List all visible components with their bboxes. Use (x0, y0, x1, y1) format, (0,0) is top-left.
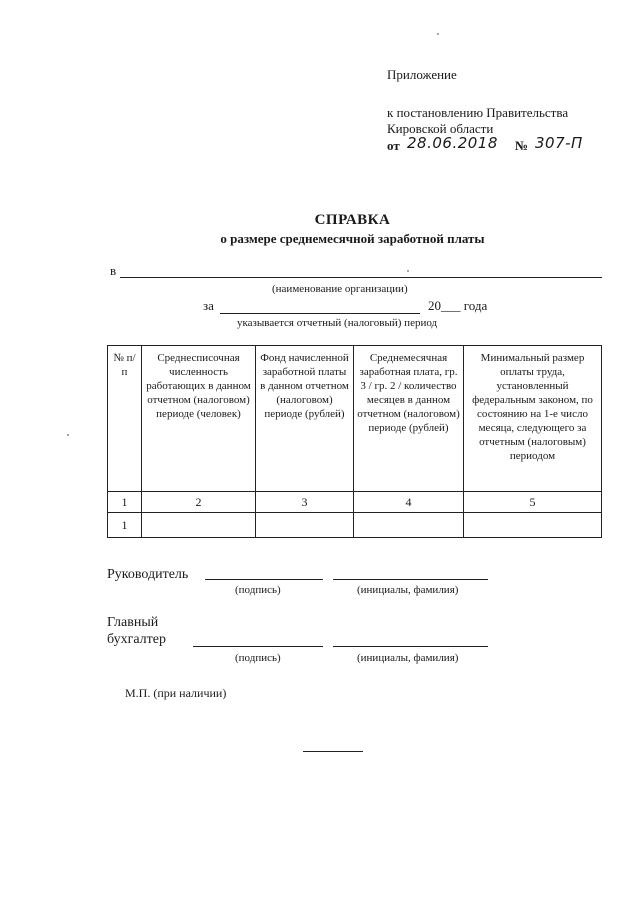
head-signature-line[interactable] (205, 579, 323, 580)
table-row (108, 513, 602, 538)
column-number-cell: 1 (108, 492, 142, 513)
table-column-numbers-row (108, 492, 602, 513)
period-caption: указывается отчетный (налоговый) период (237, 317, 438, 329)
table-header-row (108, 346, 602, 492)
head-label: Руководитель (107, 567, 189, 582)
table-cell-average-salary[interactable] (354, 513, 464, 538)
column-number-cell: 5 (464, 492, 602, 513)
scan-speck (407, 270, 409, 272)
period-prefix: за (203, 298, 214, 313)
accountant-label-line-2: бухгалтер (107, 632, 166, 647)
org-name-line[interactable] (120, 277, 602, 278)
document-title: СПРАВКА (314, 212, 391, 228)
head-name-line[interactable] (333, 579, 488, 580)
header-cell-number: № п/п (108, 346, 142, 492)
scan-speck (67, 434, 69, 436)
scan-speck (437, 33, 439, 35)
appendix-line-2: Кировской области (387, 121, 494, 136)
header-cell-minimum-wage: Минимальный размер оплаты труда, установленный федеральным законом, по состоянию на 1-е число месяца, следующего за отчетным (налоговым) периодом (464, 346, 602, 492)
column-number-cell: 4 (354, 492, 464, 513)
head-name-caption: (инициалы, фамилия) (357, 584, 459, 596)
appendix-label: Приложение (387, 67, 457, 82)
period-year: 20___ года (428, 298, 488, 313)
salary-table (107, 345, 602, 538)
appendix-date-prefix: от (387, 138, 400, 153)
table-cell-index: 1 (108, 513, 142, 538)
appendix-line-1: к постановлению Правительства (387, 105, 569, 120)
period-line[interactable] (220, 313, 420, 314)
end-rule (303, 751, 363, 752)
table-cell-headcount[interactable] (142, 513, 256, 538)
accountant-label-line-1: Главный (107, 615, 159, 630)
header-cell-average-salary: Среднемесячная заработная плата, гр. 3 / гр. 2 / количество месяцев в данном отчетном (налоговом) периоде (рублей) (354, 346, 464, 492)
head-signature-caption: (подпись) (235, 584, 281, 596)
org-prefix: в (110, 263, 117, 278)
column-number-cell: 2 (142, 492, 256, 513)
appendix-number-prefix: № (515, 138, 529, 153)
accountant-name-line[interactable] (333, 646, 488, 647)
accountant-signature-caption: (подпись) (235, 652, 281, 664)
table-cell-minimum-wage[interactable] (464, 513, 602, 538)
column-number-cell: 3 (256, 492, 354, 513)
org-name-caption: (наименование организации) (272, 283, 408, 295)
accountant-name-caption: (инициалы, фамилия) (357, 652, 459, 664)
appendix-date-handwritten: 28.06.2018 (407, 134, 498, 152)
header-cell-payroll-fund: Фонд начисленной заработной платы в данном отчетном (налоговом) периоде (рублей) (256, 346, 354, 492)
header-cell-headcount: Среднесписочная численность работающих в данном отчетном (налоговом) периоде (человек) (142, 346, 256, 492)
stamp-placeholder: М.П. (при наличии) (125, 686, 227, 700)
document-subtitle: о размере среднемесячной заработной платы (220, 231, 485, 246)
accountant-signature-line[interactable] (193, 646, 323, 647)
appendix-number-handwritten: 307-П (535, 134, 583, 152)
table-cell-payroll-fund[interactable] (256, 513, 354, 538)
